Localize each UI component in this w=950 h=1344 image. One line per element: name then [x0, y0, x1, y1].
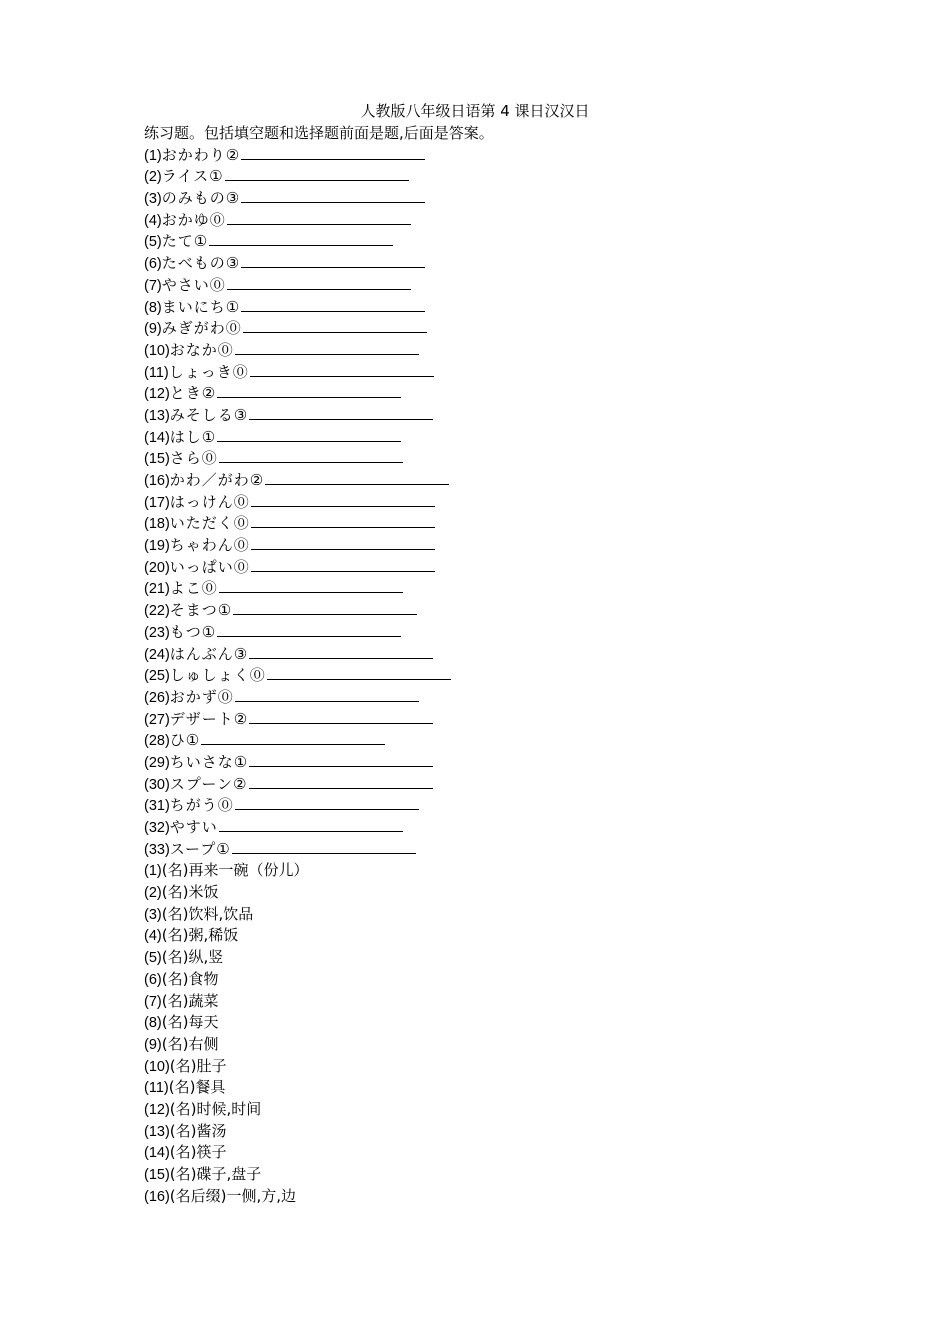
answer-blank-line: [225, 166, 409, 181]
question-number: (13): [144, 407, 170, 424]
question-item: [144, 817, 864, 839]
answer-item: [144, 882, 864, 904]
answer-blank-line: [265, 470, 449, 485]
answer-item: [144, 1077, 864, 1099]
question-word: ちゃわん⓪: [169, 536, 250, 555]
question-number: (32): [144, 820, 170, 836]
question-word: ライス①: [161, 167, 224, 186]
answer-definition: (名)餐具: [168, 1078, 226, 1097]
answer-number: (2): [144, 885, 162, 902]
answer-blank-line: [217, 622, 401, 637]
answer-blank-line: [217, 383, 401, 398]
question-word: たべもの③: [161, 254, 241, 273]
question-item: [144, 730, 864, 752]
question-word: デザート②: [169, 709, 249, 728]
question-number: (1): [144, 147, 162, 164]
question-number: (6): [144, 256, 162, 273]
question-item: [144, 318, 864, 340]
question-item: [144, 665, 864, 687]
answer-blank-line: [233, 600, 417, 615]
answer-blank-line: [219, 578, 403, 593]
answer-blank-line: [249, 709, 433, 724]
question-word: みそしる③: [169, 405, 249, 424]
question-item: [144, 166, 864, 188]
answer-definition: (名)每天: [161, 1013, 219, 1032]
question-word: スープ①: [169, 839, 231, 858]
question-number: (28): [144, 733, 170, 750]
document-title: 人教版八年级日语第 4 课日汉汉日: [360, 102, 590, 120]
answer-number: (13): [144, 1123, 170, 1140]
question-word: はし①: [169, 427, 217, 446]
answer-blank-line: [219, 448, 403, 463]
answer-item: [144, 1056, 864, 1078]
question-item: [144, 297, 864, 319]
question-word: ちいさな①: [169, 752, 249, 771]
question-word: やさい⓪: [161, 275, 226, 294]
answer-definition: (名)纵,竖: [161, 948, 224, 967]
question-number: (22): [144, 603, 170, 620]
question-number: (23): [144, 624, 170, 641]
answer-item: [144, 1034, 864, 1056]
question-number: (11): [144, 364, 169, 381]
question-number: (2): [144, 169, 162, 186]
question-item: [144, 448, 864, 470]
answer-blank-line: [249, 774, 433, 789]
answer-blank-line: [217, 427, 401, 442]
answer-definition: (名)肚子: [169, 1056, 227, 1075]
question-number: (27): [144, 711, 170, 728]
question-item: [144, 795, 864, 817]
answer-definition: (名)碟子,盘子: [169, 1165, 262, 1183]
question-item: [144, 188, 864, 210]
answer-blank-line: [241, 297, 425, 312]
answer-blank-line: [227, 275, 411, 290]
question-number: (25): [144, 668, 170, 685]
question-word: はんぶん③: [169, 644, 249, 663]
answer-item: [144, 1012, 864, 1034]
question-word: はっけん⓪: [169, 492, 250, 511]
answer-item: [144, 1099, 864, 1121]
question-word: おかず⓪: [169, 687, 234, 706]
question-number: (3): [144, 191, 162, 208]
question-word: しゅしょく⓪: [169, 666, 266, 685]
answer-blank-line: [219, 817, 403, 832]
question-item: [144, 644, 864, 666]
question-item: [144, 210, 864, 232]
question-item: [144, 383, 864, 405]
question-word: ちがう⓪: [169, 796, 234, 815]
question-item: [144, 752, 864, 774]
question-number: (17): [144, 494, 170, 511]
answer-number: (1): [144, 863, 162, 880]
question-item: [144, 622, 864, 644]
question-number: (26): [144, 689, 170, 706]
answer-blank-line: [232, 839, 416, 854]
question-word: のみもの③: [161, 189, 241, 208]
answer-number: (8): [144, 1015, 162, 1032]
question-word: まいにち①: [161, 297, 241, 316]
question-item: [144, 231, 864, 253]
answer-definition: (名后缀)一侧,方,边: [169, 1186, 297, 1205]
answer-definition: (名)酱汤: [169, 1121, 227, 1140]
question-number: (5): [144, 234, 162, 251]
question-item: [144, 709, 864, 731]
question-number: (7): [144, 277, 162, 294]
question-item: [144, 513, 864, 535]
answer-number: (10): [144, 1058, 170, 1075]
question-list: [144, 145, 864, 861]
question-number: (24): [144, 646, 170, 663]
question-item: [144, 535, 864, 557]
answer-number: (9): [144, 1036, 162, 1053]
answer-number: (5): [144, 950, 162, 967]
answer-definition: (名)蔬菜: [161, 991, 219, 1010]
answer-blank-line: [243, 318, 427, 333]
answer-blank-line: [251, 535, 435, 550]
question-word: やすい: [169, 818, 218, 836]
question-word: たて①: [161, 232, 209, 251]
question-word: そまつ①: [169, 601, 233, 620]
answer-number: (4): [144, 928, 162, 945]
answer-blank-line: [235, 687, 419, 702]
answer-number: (12): [144, 1101, 170, 1118]
answer-definition: (名)时候,时间: [169, 1099, 262, 1118]
answer-item: [144, 947, 864, 969]
answer-blank-line: [241, 188, 425, 203]
answer-definition: (名)粥,稀饭: [161, 926, 239, 945]
question-word: かわ／がわ②: [169, 471, 265, 489]
answer-blank-line: [251, 513, 435, 528]
question-number: (21): [144, 581, 170, 598]
intro-text: 练习题。包括填空题和选择题前面是题,后面是答案。: [144, 124, 494, 142]
question-word: とき②: [169, 384, 217, 403]
answer-item: [144, 1121, 864, 1143]
question-word: みぎがわ⓪: [161, 319, 242, 338]
question-number: (20): [144, 559, 170, 576]
answer-definition: (名)筷子: [169, 1143, 227, 1162]
document-body: [144, 123, 864, 1207]
question-item: [144, 600, 864, 622]
question-number: (30): [144, 776, 170, 793]
answer-item: [144, 1186, 864, 1208]
answer-blank-line: [227, 210, 411, 225]
answer-item: [144, 860, 864, 882]
question-number: (4): [144, 212, 162, 229]
answer-item: [144, 1164, 864, 1186]
question-word: おなか⓪: [169, 340, 234, 359]
answer-blank-line: [249, 644, 433, 659]
answer-blank-line: [251, 557, 435, 572]
answer-item: [144, 969, 864, 991]
answer-blank-line: [251, 492, 435, 507]
question-item: [144, 578, 864, 600]
answer-blank-line: [250, 362, 434, 377]
question-item: [144, 492, 864, 514]
question-word: しょっき⓪: [168, 362, 249, 381]
answer-definition: (名)饮料,饮品: [161, 904, 254, 923]
question-number: (29): [144, 754, 170, 771]
question-number: (31): [144, 798, 170, 815]
answer-number: (6): [144, 971, 162, 988]
answer-number: (11): [144, 1080, 169, 1097]
question-word: おかわり②: [161, 145, 241, 164]
answer-item: [144, 991, 864, 1013]
answer-blank-line: [249, 752, 433, 767]
question-item: [144, 687, 864, 709]
question-number: (19): [144, 538, 170, 555]
question-word: ひ①: [169, 731, 201, 750]
question-item: [144, 839, 864, 861]
answer-definition: (名)右侧: [161, 1034, 219, 1053]
answer-definition: (名)食物: [161, 969, 219, 988]
answer-list: [144, 860, 864, 1207]
answer-blank-line: [235, 795, 419, 810]
question-item: [144, 253, 864, 275]
question-word: さら⓪: [169, 449, 218, 468]
question-number: (16): [144, 473, 170, 489]
answer-item: [144, 904, 864, 926]
question-number: (12): [144, 386, 170, 403]
question-item: [144, 557, 864, 579]
answer-definition: (名)再来一碗（份儿）: [161, 861, 309, 880]
answer-blank-line: [201, 730, 385, 745]
question-number: (15): [144, 451, 170, 468]
question-item: [144, 405, 864, 427]
answer-blank-line: [241, 145, 425, 160]
question-number: (8): [144, 299, 162, 316]
question-number: (18): [144, 516, 170, 533]
answer-number: (14): [144, 1145, 170, 1162]
answer-blank-line: [249, 405, 433, 420]
question-word: スプーン②: [169, 774, 248, 793]
question-word: もつ①: [169, 622, 217, 641]
question-item: [144, 470, 864, 492]
question-number: (14): [144, 429, 170, 446]
question-item: [144, 275, 864, 297]
answer-item: [144, 1142, 864, 1164]
answer-blank-line: [267, 665, 451, 680]
answer-blank-line: [235, 340, 419, 355]
answer-number: (15): [144, 1167, 170, 1183]
question-word: おかゆ⓪: [161, 210, 226, 229]
question-number: (10): [144, 342, 170, 359]
answer-blank-line: [209, 231, 393, 246]
answer-blank-line: [241, 253, 425, 268]
question-word: よこ⓪: [169, 579, 218, 598]
question-word: いただく⓪: [169, 514, 250, 533]
answer-number: (3): [144, 906, 162, 923]
question-item: [144, 340, 864, 362]
question-item: [144, 362, 864, 384]
question-item: [144, 145, 864, 167]
answer-definition: (名)米饭: [161, 883, 219, 902]
answer-number: (16): [144, 1188, 170, 1205]
question-item: [144, 774, 864, 796]
question-number: (33): [144, 841, 170, 858]
answer-item: [144, 925, 864, 947]
answer-number: (7): [144, 993, 162, 1010]
question-item: [144, 427, 864, 449]
question-number: (9): [144, 321, 162, 338]
question-word: いっぱい⓪: [169, 557, 250, 576]
